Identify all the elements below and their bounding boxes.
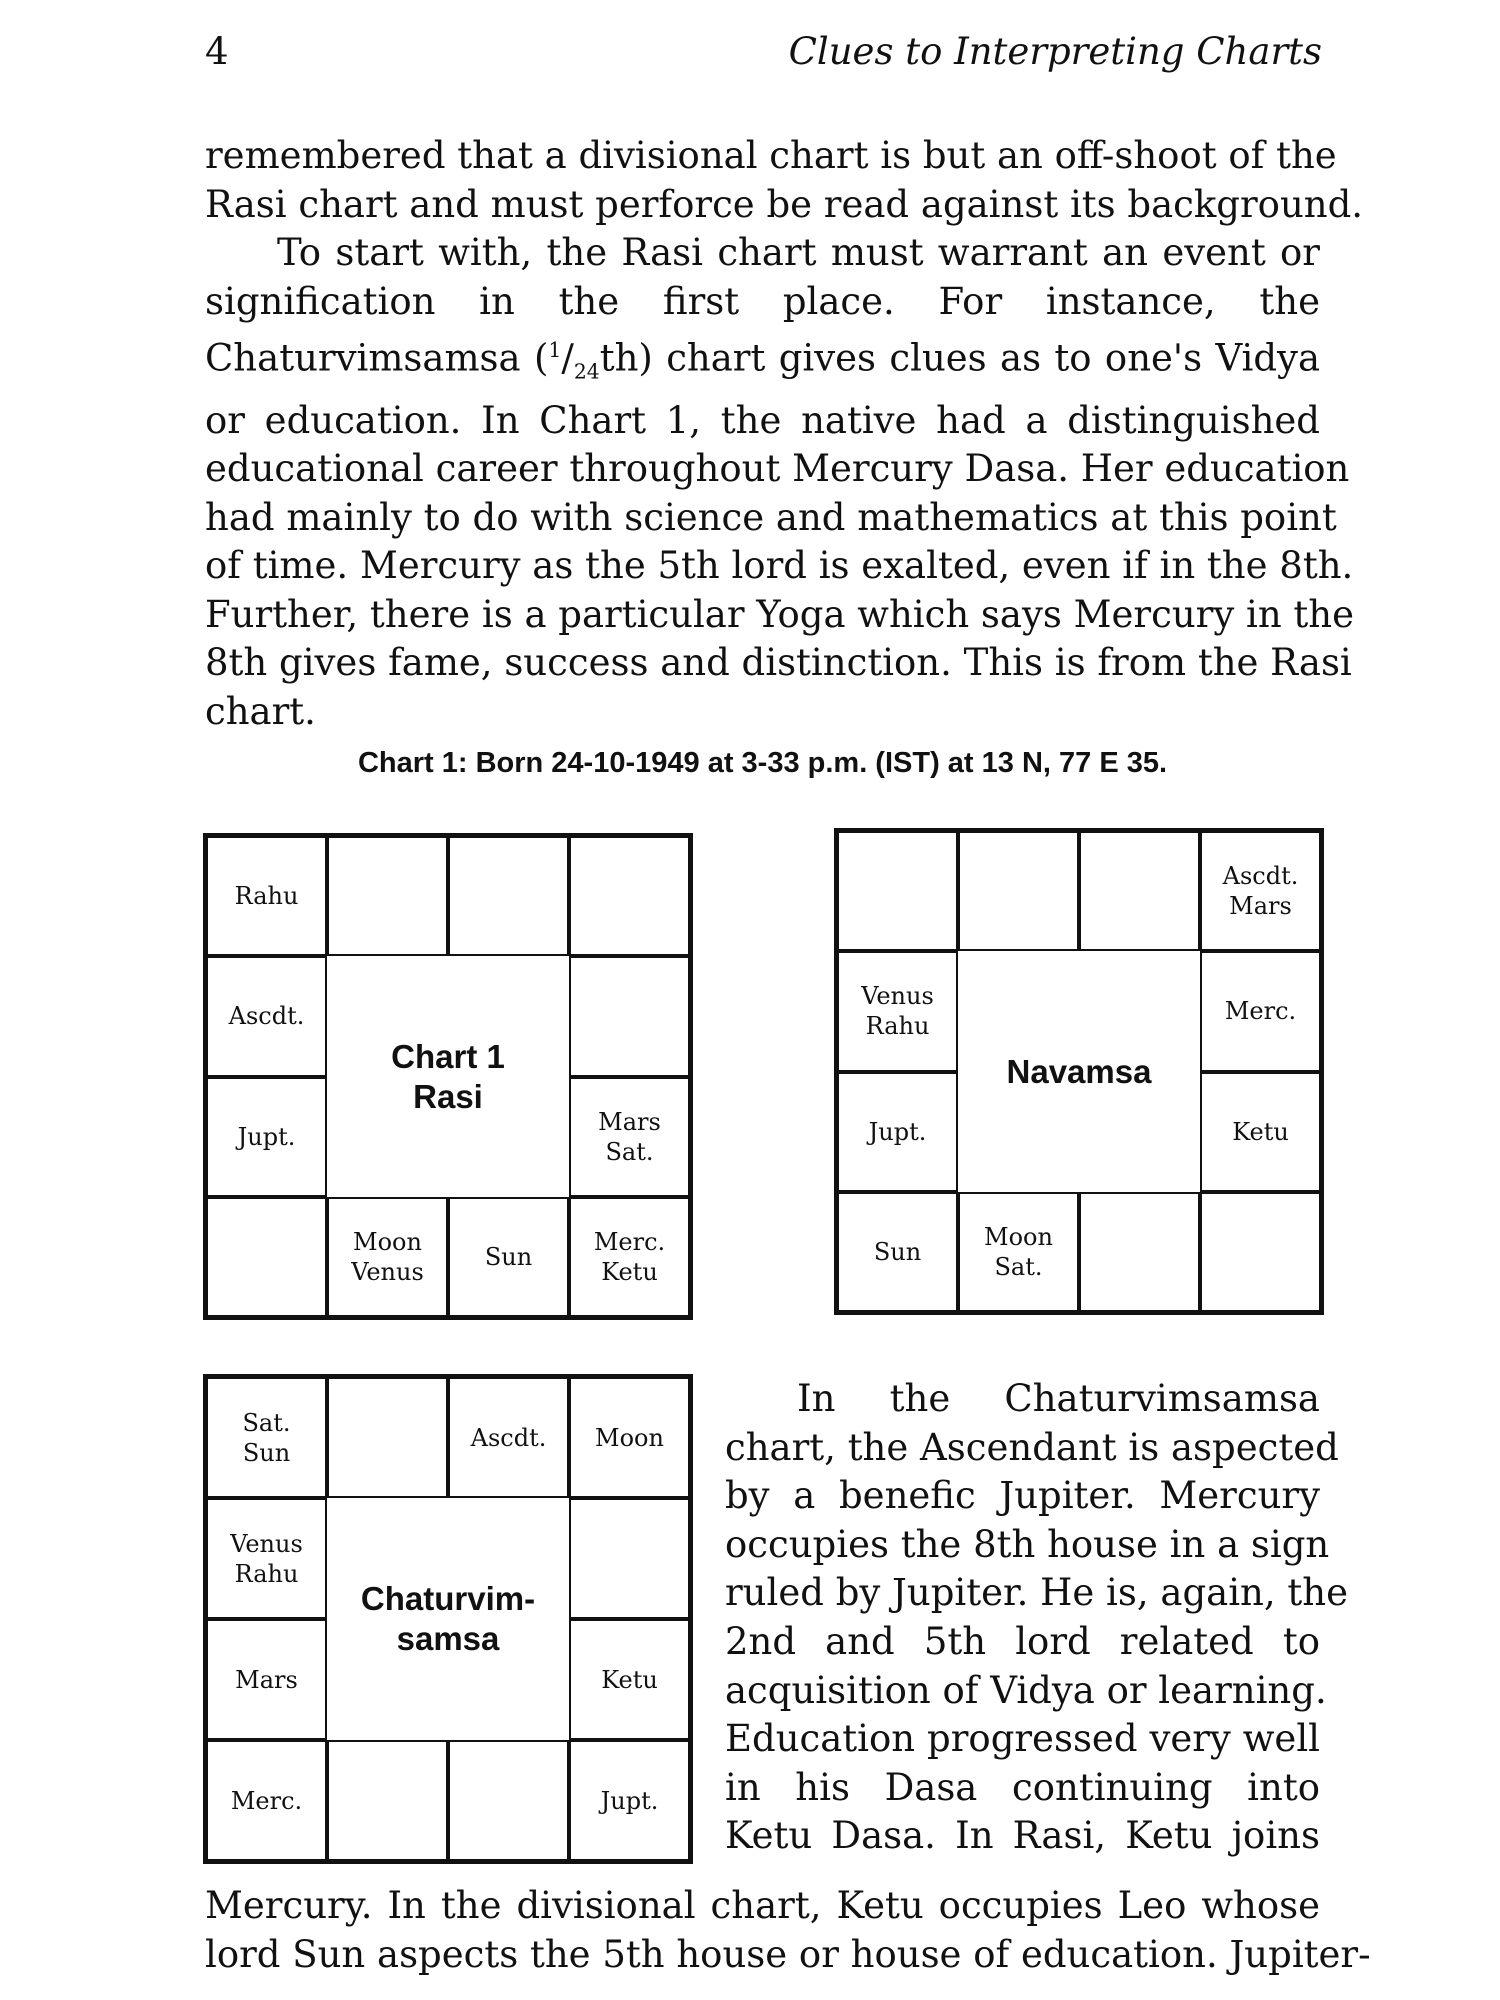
chart-house bbox=[206, 1197, 327, 1317]
text-fragment: Chaturvimsamsa ( bbox=[205, 336, 549, 380]
navamsa-chart bbox=[834, 828, 1324, 1315]
chart-house bbox=[569, 1498, 690, 1619]
text-line: in his Dasa continuing into bbox=[725, 1765, 1320, 1809]
text-line: educational career throughout Mercury Dasa. Her education bbox=[205, 447, 1350, 491]
fraction-denominator: 24 bbox=[573, 359, 600, 384]
chart-house: Jupt. bbox=[569, 1740, 690, 1861]
text-line: 2nd and 5th lord related to bbox=[725, 1619, 1320, 1663]
text-line: of time. Mercury as the 5th lord is exalted, even if in the 8th. bbox=[205, 544, 1354, 588]
chart-house bbox=[837, 831, 958, 951]
chart-house: Ascdt. Mars bbox=[1200, 831, 1321, 951]
chart-title-line: samsa bbox=[396, 1620, 500, 1657]
text-line: Ketu Dasa. In Rasi, Ketu joins bbox=[725, 1814, 1320, 1858]
chart-title-line: Chaturvim- bbox=[360, 1580, 536, 1617]
text-line: 8th gives fame, success and distinction. This is from the Rasi bbox=[205, 641, 1352, 685]
chart-house: Ketu bbox=[569, 1619, 690, 1740]
chart-house bbox=[448, 836, 569, 956]
chart-house: Sun bbox=[837, 1192, 958, 1312]
chart-caption: Chart 1: Born 24-10-1949 at 3-33 p.m. (IST) at 13 N, 77 E 35. bbox=[357, 747, 1168, 779]
chart-house bbox=[1079, 831, 1200, 951]
chart-title-line: Chart 1 bbox=[391, 1037, 505, 1075]
chart-title-line: Navamsa bbox=[1006, 1052, 1152, 1090]
paragraph-2 bbox=[205, 229, 1355, 737]
text-line: had mainly to do with science and mathematics at this point bbox=[205, 495, 1337, 539]
text-line: signification in the first place. For instance, the bbox=[205, 279, 1320, 323]
chart-house: Merc. bbox=[1200, 951, 1321, 1071]
fraction-numerator: 1 bbox=[548, 338, 562, 363]
paragraph-1 bbox=[205, 132, 1364, 229]
chart-house: Sun bbox=[448, 1197, 569, 1317]
text-line: remembered that a divisional chart is but an off-shoot of the bbox=[205, 134, 1337, 177]
text-line: Education progressed very well bbox=[725, 1717, 1320, 1761]
chart-title bbox=[327, 956, 569, 1197]
chart-house: Venus Rahu bbox=[206, 1498, 327, 1619]
chart-house: Moon Venus bbox=[327, 1197, 448, 1317]
text-line: chart. bbox=[205, 690, 316, 734]
chart-house: Ascdt. bbox=[206, 956, 327, 1076]
text-fragment: th) chart gives clues as to one's Vidya bbox=[599, 336, 1321, 380]
chart-house: Merc. Ketu bbox=[569, 1197, 690, 1317]
chart-house: Jupt. bbox=[206, 1077, 327, 1197]
chart-house: Ketu bbox=[1200, 1072, 1321, 1192]
paragraph-3 bbox=[725, 1375, 1348, 1861]
text-line: To start with, the Rasi chart must warrant an event or bbox=[277, 231, 1320, 274]
text-line: ruled by Jupiter. He is, again, the bbox=[725, 1571, 1348, 1615]
page-number: 4 bbox=[205, 30, 229, 73]
text-line: occupies the 8th house in a sign bbox=[725, 1522, 1330, 1566]
text-line: Rasi chart and must perforce be read against its background. bbox=[205, 182, 1364, 226]
text-line: Further, there is a particular Yoga which says Mercury in the bbox=[205, 592, 1355, 636]
chart-house: Sat. Sun bbox=[206, 1377, 327, 1498]
text-line: Mercury. In the divisional chart, Ketu occupies Leo whose bbox=[205, 1884, 1320, 1927]
chaturvimsamsa-chart bbox=[203, 1374, 693, 1864]
chart-house: Ascdt. bbox=[448, 1377, 569, 1498]
chart-house bbox=[327, 836, 448, 956]
chart-house: Venus Rahu bbox=[837, 951, 958, 1071]
chart-title bbox=[958, 951, 1200, 1192]
paragraph-4 bbox=[205, 1882, 1371, 1979]
chart-house bbox=[569, 956, 690, 1076]
text-line: or education. In Chart 1, the native had a distinguished bbox=[205, 398, 1320, 442]
chart-house bbox=[327, 1740, 448, 1861]
chart-house bbox=[327, 1377, 448, 1498]
text-line: In the Chaturvimsamsa bbox=[797, 1377, 1320, 1420]
text-line: Chaturvimsamsa $(^1/_{24}th)$ chart gives clues as to one's Vidya bbox=[205, 336, 1321, 384]
chart-house: Moon bbox=[569, 1377, 690, 1498]
rasi-chart bbox=[203, 833, 693, 1320]
chart-house: Rahu bbox=[206, 836, 327, 956]
chart-house bbox=[448, 1740, 569, 1861]
text-line: acquisition of Vidya or learning. bbox=[725, 1668, 1327, 1712]
chart-house: Jupt. bbox=[837, 1072, 958, 1192]
chart-house bbox=[1200, 1192, 1321, 1312]
chart-house: Mars bbox=[206, 1619, 327, 1740]
chart-title-line: Rasi bbox=[413, 1077, 483, 1115]
text-line: lord Sun aspects the 5th house or house of education. Jupiter- bbox=[205, 1932, 1371, 1976]
chart-house bbox=[958, 831, 1079, 951]
chart-house bbox=[1079, 1192, 1200, 1312]
text-line: chart, the Ascendant is aspected bbox=[725, 1425, 1339, 1469]
text-line: by a benefic Jupiter. Mercury bbox=[725, 1474, 1320, 1518]
chart-house: Merc. bbox=[206, 1740, 327, 1861]
chart-title bbox=[327, 1498, 569, 1740]
chart-house bbox=[569, 836, 690, 956]
running-head: Clues to Interpreting Charts bbox=[788, 30, 1322, 73]
chart-house: Mars Sat. bbox=[569, 1077, 690, 1197]
chart-house: Moon Sat. bbox=[958, 1192, 1079, 1312]
